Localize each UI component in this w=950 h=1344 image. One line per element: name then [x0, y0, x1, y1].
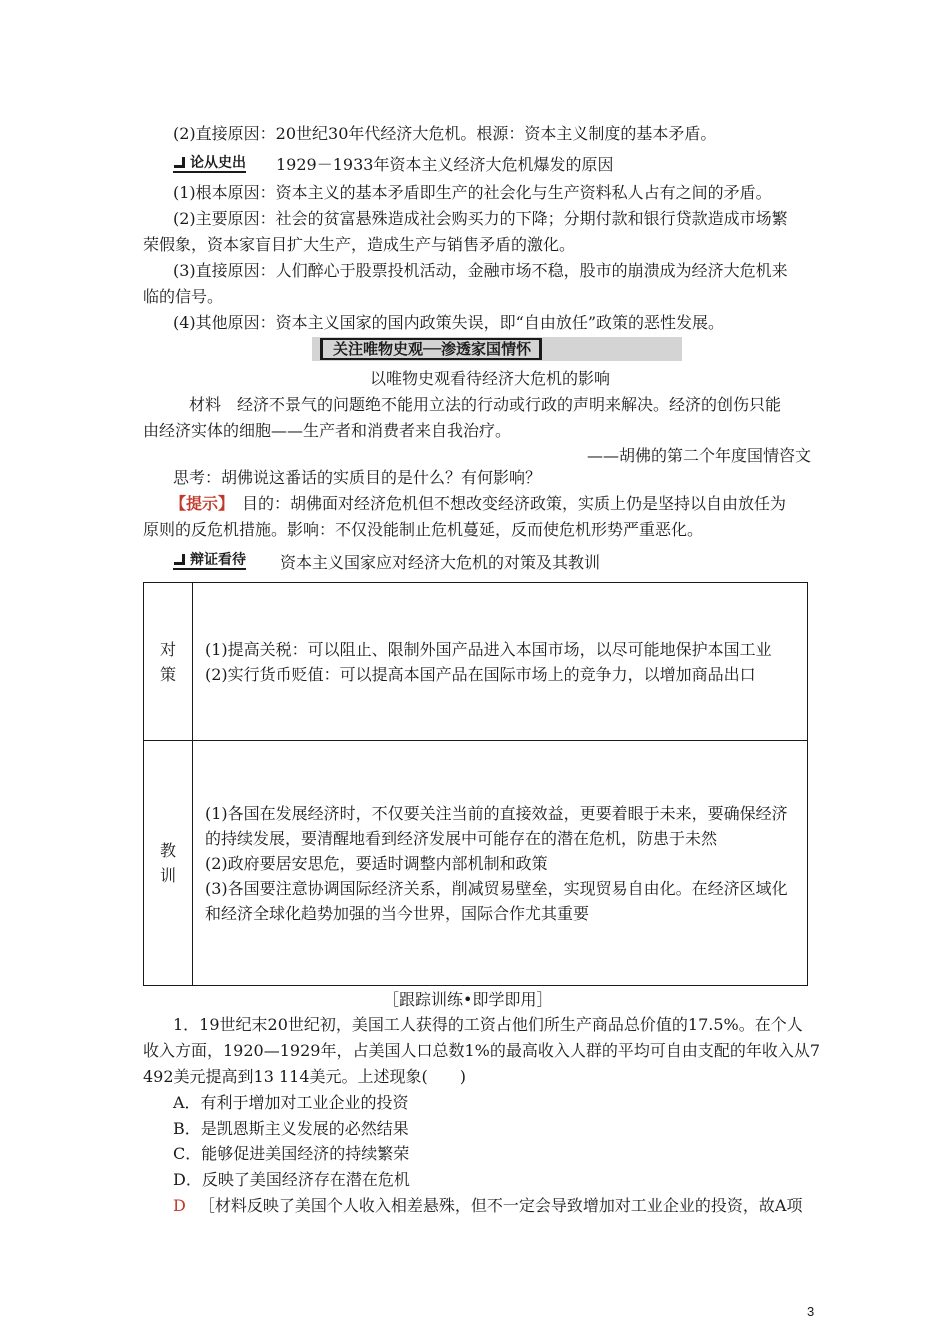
question-prompt: 思考：胡佛说这番话的实质目的是什么？有何影响？	[173, 468, 542, 487]
arrow-icon	[173, 553, 187, 565]
question-1-line3: 492美元提高到13 114美元。上述现象( )	[143, 1067, 467, 1086]
badge-label: 论从史出	[190, 155, 246, 171]
section-badge-dialectic	[173, 549, 246, 569]
table-row-lessons	[144, 741, 808, 986]
section-heading-causes: 1929－1933年资本主义经济大危机爆发的原因	[276, 155, 614, 174]
option-b: B．是凯恩斯主义发展的必然结果	[173, 1119, 409, 1138]
cause-other: (4)其他原因：资本主义国家的国内政策失误，即“自由放任”政策的恶性发展。	[173, 313, 725, 332]
subheading-impact: 以唯物史观看待经济大危机的影响	[370, 369, 611, 388]
option-c: C．能够促进美国经济的持续繁荣	[173, 1144, 410, 1163]
badge-underline	[173, 171, 246, 173]
material-line1: 材料 经济不景气的问题绝不能用立法的行动或行政的声明来解决。经济的创伤只能	[189, 395, 782, 414]
section-heading-countermeasures: 资本主义国家应对经济大危机的对策及其教训	[280, 553, 601, 572]
hint-line2: 原则的反危机措施。影响：不仅没能制止危机蔓延，反而使危机形势严重恶化。	[143, 520, 704, 539]
option-a: A．有利于增加对工业企业的投资	[173, 1093, 409, 1112]
question-1-line1: 1．19世纪末20世纪初，美国工人获得的工资占他们所生产商品总价值的17.5%。在个人	[173, 1015, 803, 1034]
material-line2: 由经济实体的细胞——生产者和消费者来自我治疗。	[143, 421, 512, 440]
hint-line1	[170, 494, 786, 514]
banner-label: 关注唯物史观──渗透家国情怀	[320, 338, 542, 360]
cause-main-line2: 荣假象，资本家盲目扩大生产，造成生产与销售矛盾的激化。	[143, 235, 576, 254]
cause-direct-line1: (3)直接原因：人们醉心于股票投机活动，金融市场不稳，股市的崩溃成为经济大危机来	[173, 261, 788, 280]
cause-root: (1)根本原因：资本主义的基本矛盾即生产的社会化与生产资料私人占有之间的矛盾。	[173, 183, 772, 202]
table-row-countermeasures	[144, 583, 808, 741]
answer-line	[173, 1196, 802, 1216]
material-source: ——胡佛的第二个年度国情咨文	[587, 446, 812, 465]
question-1-line2: 收入方面，1920—1929年，占美国人口总数1%的最高收入人群的平均可自由支配的年收入从7	[143, 1041, 821, 1060]
arrow-icon	[173, 156, 187, 168]
section-banner	[312, 337, 682, 361]
hint-label: 【提示】	[170, 494, 227, 513]
answer-explanation: ［材料反映了美国个人收入相差悬殊，但不一定会导致增加对工业企业的投资，故A项	[198, 1196, 803, 1215]
row-content-lessons: (1)各国在发展经济时，不仅要关注当前的直接效益，更要着眼于未来，要确保经济 的持续发展，要清醒地看到经济发展中可能存在的潜在危机，防患于未然 (2)政府要居安思危，要适时调整内部机制和政策 (3)各国要注意协调国际经济关系，削减贸易壁垒，实现贸易自由化。在经济区域化 和经济全球化趋势加强的当今世界，国际合作尤其重要	[193, 741, 808, 986]
page-number: 3	[807, 1304, 815, 1319]
cause-main-line1: (2)主要原因：社会的贫富悬殊造成社会购买力的下降；分期付款和银行贷款造成市场繁	[173, 209, 788, 228]
countermeasures-table	[143, 582, 808, 986]
paragraph-direct-cause: (2)直接原因：20世纪30年代经济大危机。根源：资本主义制度的基本矛盾。	[173, 124, 717, 143]
hint-text: 目的：胡佛面对经济危机但不想改变经济政策，实质上仍是坚持以自由放任为	[226, 494, 787, 513]
cause-direct-line2: 临的信号。	[143, 287, 224, 306]
row-header-countermeasures: 对 策	[144, 583, 193, 741]
row-content-countermeasures: (1)提高关税：可以阻止、限制外国产品进入本国市场，以尽可能地保护本国工业 (2)实行货币贬值：可以提高本国产品在国际市场上的竞争力，以增加商品出口	[193, 583, 808, 741]
answer-letter: D	[173, 1196, 186, 1215]
badge-label: 辩证看待	[190, 552, 246, 568]
row-header-lessons: 教 训	[144, 741, 193, 986]
badge-underline	[173, 568, 246, 570]
option-d: D．反映了美国经济存在潜在危机	[173, 1170, 410, 1189]
practice-title: ［跟踪训练•即学即用］	[383, 990, 553, 1009]
section-badge-history	[173, 152, 246, 172]
